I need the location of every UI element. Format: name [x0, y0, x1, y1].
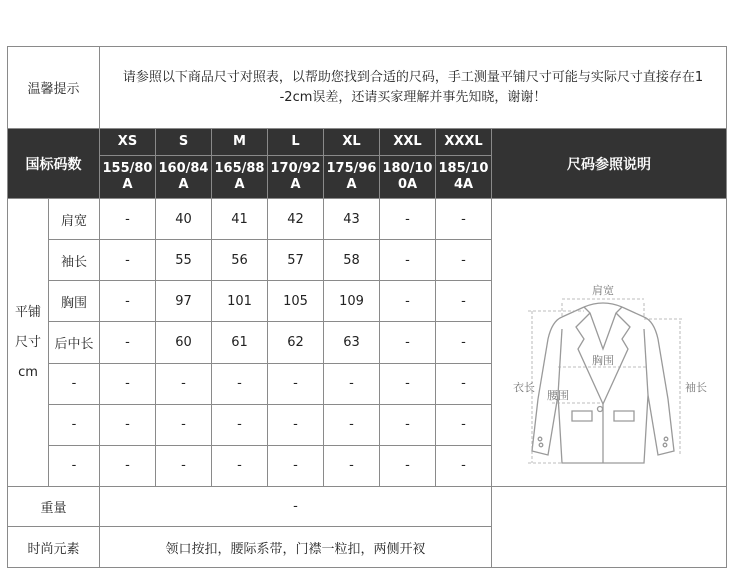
size-code-l: 170/92 A: [268, 156, 324, 199]
size-chart-label: 尺码参照说明: [492, 129, 727, 199]
cell: -: [212, 404, 268, 445]
cell: 57: [268, 240, 324, 281]
cell: -: [380, 281, 436, 322]
size-name-l: L: [268, 129, 324, 156]
cell: -: [100, 281, 156, 322]
cell: 42: [268, 199, 324, 240]
notice-label: 温馨提示: [8, 47, 100, 129]
cell: -: [156, 445, 212, 486]
cell: 55: [156, 240, 212, 281]
cell: 105: [268, 281, 324, 322]
row-label: 胸围: [49, 281, 100, 322]
size-name-m: M: [212, 129, 268, 156]
cell: -: [380, 199, 436, 240]
cell: 62: [268, 322, 324, 363]
cell: -: [156, 363, 212, 404]
size-code-xxxl: 185/10 4A: [436, 156, 492, 199]
cell: 109: [324, 281, 380, 322]
row-label: 肩宽: [49, 199, 100, 240]
cell: -: [156, 404, 212, 445]
cell: -: [380, 363, 436, 404]
cell: 58: [324, 240, 380, 281]
cell: -: [380, 322, 436, 363]
size-name-xs: XS: [100, 129, 156, 156]
weight-row: [8, 487, 727, 527]
cell: -: [212, 445, 268, 486]
size-code-s: 160/84 A: [156, 156, 212, 199]
size-code-xs: 155/80 A: [100, 156, 156, 199]
jacket-figure-cell: [492, 199, 727, 487]
label-length: 衣长: [513, 381, 535, 394]
cell: -: [100, 404, 156, 445]
cell: 97: [156, 281, 212, 322]
size-name-xxl: XXL: [380, 129, 436, 156]
label-sleeve: 袖长: [685, 381, 707, 394]
size-name-xxxl: XXXL: [436, 129, 492, 156]
notice-row: [8, 47, 727, 129]
fashion-value: 领口按扣，腰际系带，门襟一粒扣，两侧开衩: [100, 527, 492, 568]
notice-line-1: 请参照以下商品尺寸对照表，以帮助您找到合适的尺码，手工测量平铺尺寸可能与实际尺寸直接存在1: [122, 69, 704, 85]
cell: -: [100, 199, 156, 240]
size-code-xl: 175/96 A: [324, 156, 380, 199]
cell: 63: [324, 322, 380, 363]
cell: 43: [324, 199, 380, 240]
cell: -: [436, 199, 492, 240]
row-label: 袖长: [49, 240, 100, 281]
size-chart-table: [7, 46, 727, 568]
cell: -: [380, 240, 436, 281]
cell: 40: [156, 199, 212, 240]
size-name-s: S: [156, 129, 212, 156]
cell: -: [436, 404, 492, 445]
cell: -: [100, 240, 156, 281]
weight-label: 重量: [8, 487, 100, 527]
blank-cell: [492, 487, 727, 568]
cell: -: [436, 363, 492, 404]
cell: -: [436, 240, 492, 281]
cell: -: [436, 281, 492, 322]
cell: -: [436, 445, 492, 486]
weight-value: -: [100, 487, 492, 527]
cell: -: [268, 445, 324, 486]
label-chest: 胸围: [592, 354, 614, 367]
cell: -: [100, 363, 156, 404]
label-shoulder: 肩宽: [592, 284, 614, 297]
size-name-xl: XL: [324, 129, 380, 156]
table-row: [8, 199, 727, 240]
cell: -: [268, 404, 324, 445]
cell: -: [380, 404, 436, 445]
notice-line-2: -2cm误差，还请买家理解并事先知晓，谢谢！: [279, 89, 547, 105]
cell: -: [100, 445, 156, 486]
size-code-xxl: 180/10 0A: [380, 156, 436, 199]
cell: -: [212, 363, 268, 404]
row-label: 后中长: [49, 322, 100, 363]
fashion-label: 时尚元素: [8, 527, 100, 568]
row-label: -: [49, 363, 100, 404]
cell: -: [100, 322, 156, 363]
cell: -: [324, 445, 380, 486]
cell: 61: [212, 322, 268, 363]
cell: -: [324, 363, 380, 404]
size-name-row: [8, 129, 727, 156]
cell: 56: [212, 240, 268, 281]
notice-text: [100, 47, 727, 129]
jacket-diagram: [492, 199, 726, 486]
cell: -: [268, 363, 324, 404]
cell: 60: [156, 322, 212, 363]
cell: -: [324, 404, 380, 445]
label-waist: 腰围: [547, 389, 569, 402]
standard-size-label: 国标码数: [8, 129, 100, 199]
cell: 41: [212, 199, 268, 240]
row-label: -: [49, 445, 100, 486]
cell: -: [380, 445, 436, 486]
measure-side-label: 平铺 尺寸 cm: [8, 199, 49, 487]
size-code-m: 165/88 A: [212, 156, 268, 199]
row-label: -: [49, 404, 100, 445]
cell: -: [436, 322, 492, 363]
cell: 101: [212, 281, 268, 322]
